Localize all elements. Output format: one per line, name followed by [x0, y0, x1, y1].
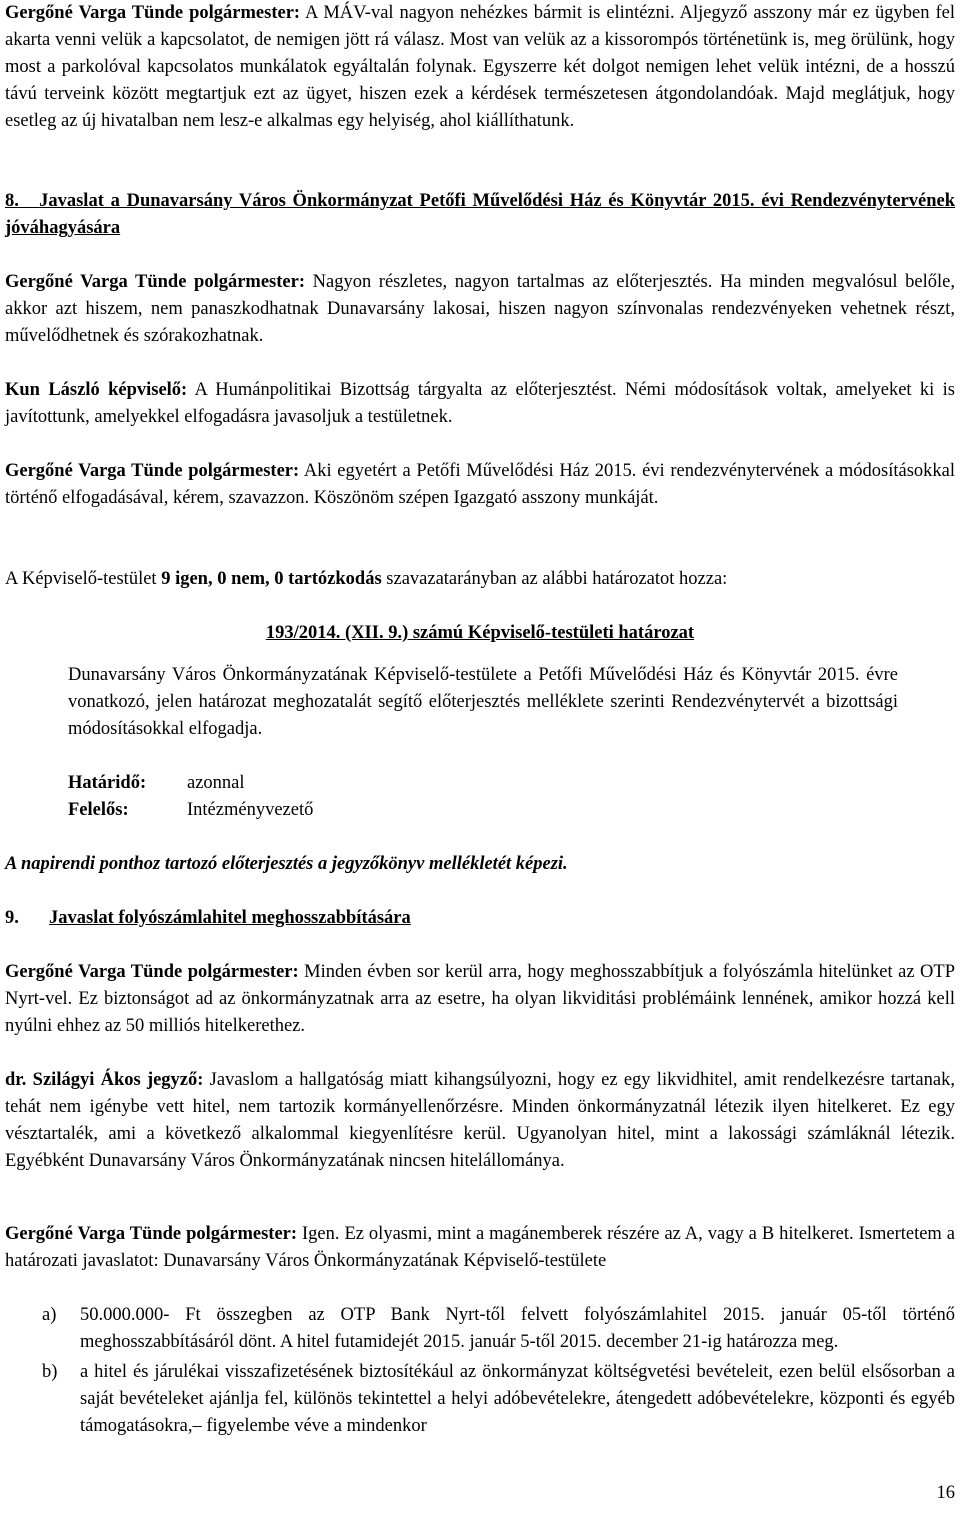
speaker-name: Kun László képviselő:: [5, 380, 188, 400]
agenda-item-title: Javaslat folyószámlahitel meghosszabbítására: [49, 908, 411, 928]
annex-note: A napirendi ponthoz tartozó előterjesztés a jegyzőkönyv mellékletét képezi.: [5, 854, 568, 874]
resolution-deadline-block: [68, 770, 955, 824]
paragraph-mayor-mav: [5, 0, 955, 135]
speaker-name: Gergőné Varga Tünde polgármester:: [5, 272, 305, 292]
resolution-title: 193/2014. (XII. 9.) számú Képviselő-testületi határozat: [265, 623, 695, 643]
page-number: 16: [936, 1483, 955, 1503]
vote-counts: 9 igen, 0 nem, 0 tartózkodás: [161, 569, 382, 589]
responsible-value: Intézményvezető: [187, 800, 314, 820]
paragraph-mayor-proposal: [5, 1221, 955, 1275]
speaker-name: dr. Szilágyi Ákos jegyző:: [5, 1070, 204, 1090]
speech-text: A Humánpolitikai Bizottság tárgyalta az előterjesztést. Némi módosítások voltak, amelyeket ki is javítottunk, amelyekkel elfogadásra javasoljuk a testületnek.: [5, 380, 955, 427]
resolution-body: Dunavarsány Város Önkormányzatának Képviselő-testülete a Petőfi Művelődési Ház és Könyvtár 2015. évre vonatkozó, jelen határozat meghozatalát segítő előterjesztés melléklete szerinti Rendezvénytervét a bizottsági módosításokkal elfogadja.: [68, 665, 898, 739]
list-item: [42, 1359, 955, 1440]
speech-text: Minden évben sor kerül arra, hogy meghosszabbítjuk a folyószámla hitelünket az OTP Nyrt-vel. Ez biztonságot ad az önkormányzatnak arra az esetre, ha olyan likviditási problémáink lennének, amikor hozzá kell nyúlni ehhez az 50 milliós hitelkerethez.: [5, 962, 955, 1036]
agenda-item-9-heading: [5, 905, 955, 932]
paragraph-mayor-credit: [5, 959, 955, 1040]
paragraph-mayor-plan: [5, 269, 955, 350]
list-item: [42, 1302, 955, 1356]
speaker-name: Gergőné Varga Tünde polgármester:: [5, 3, 301, 23]
proposal-list: [42, 1302, 955, 1440]
speech-text: Javaslom a hallgatóság miatt kihangsúlyozni, hogy ez egy likvidhitel, amit rendelkezésre tartanak, tehát nem igénybe vett hitel, nem tartozik kormányellenőrzésre. Minden önkormányzatnál létezik ilyen hitelkeret. Ez egy vésztartalék, ami a következő alkalommal kiegyenlítésre kerül. Ugyanolyan hitel, mint a lakossági számláknál létezik. Egyébként Dunavarsány Város Önkormányzatának nincsen hitelállománya.: [5, 1070, 955, 1171]
agenda-item-number: 9.: [5, 908, 19, 928]
speaker-name: Gergőné Varga Tünde polgármester:: [5, 1224, 298, 1244]
responsible-label: Felelős:: [68, 800, 129, 820]
list-marker: a): [42, 1305, 57, 1325]
agenda-item-8-heading: [5, 188, 955, 242]
list-item-text: 50.000.000- Ft összegben az OTP Bank Nyrt-től felvett folyószámlahitel 2015. január 05-től történő meghosszabbításáról dönt. A hitel futamidejét 2015. január 5-től 2015. december 21-ig határozza meg.: [80, 1305, 955, 1352]
speaker-name: Gergőné Varga Tünde polgármester:: [5, 962, 299, 982]
speech-text: Igen. Ez olyasmi, mint a magánemberek részére az A, vagy a B hitelkeret. Ismertetem a határozati javaslatot: Dunavarsány Város Önkormányzatának Képviselő-testülete: [5, 1224, 955, 1271]
paragraph-mayor-vote-call: [5, 458, 955, 512]
deadline-label: Határidő:: [68, 773, 147, 793]
speech-text: Aki egyetért a Petőfi Művelődési Ház 2015. évi rendezvénytervének a módosításokkal történő elfogadásával, kérem, szavazzon. Köszönöm szépen Igazgató asszony munkáját.: [5, 461, 955, 508]
paragraph-kun-laszlo: [5, 377, 955, 431]
deadline-value: azonnal: [187, 773, 245, 793]
paragraph-notary: [5, 1067, 955, 1175]
agenda-item-title: Javaslat a Dunavarsány Város Önkormányzat Petőfi Művelődési Ház és Könyvtár 2015. évi Rendezvénytervének jóváhagyására: [5, 191, 956, 238]
speech-text: Nagyon részletes, nagyon tartalmas az előterjesztés. Ha minden megvalósul belőle, akkor azt hiszem, nem panaszkodhatnak Dunavarsány lakosai, hiszen nagyon színvonalas rendezvényeken vehetnek részt, művelődhetnek és szórakozhatnak.: [5, 272, 955, 346]
vote-result: A Képviselő-testület 9 igen, 0 nem, 0 tartózkodás szavazatarányban az alábbi határozatot hozza:: [5, 569, 728, 589]
list-item-text: a hitel és járulékai visszafizetésének biztosítékául az önkormányzat költségvetési bevételeit, ezen belül elsősorban a saját bevételeket ajánlja fel, különös tekintettel a helyi adóbevételekre, átengedett adóbevételekre, központi és egyéb támogatásokra,– figyelembe véve a mindenkor: [80, 1362, 955, 1436]
speech-text: A MÁV-val nagyon nehézkes bármit is elintézni. Aljegyző asszony már ez ügyben fel akarta venni velük a kapcsolatot, de nemigen jött rá válasz. Most van velük az a kissorompós történetünk is, meg örülünk, hogy most a parkolóval kapcsolatos munkálatok egyáltalán folynak. Egyszerre két dolgot nemigen lehet velük intézni, de a hosszú távú terveink között megtartjuk ezt az ügyet, hiszen ezek a kérdések természetesen átgondolandóak. Majd meglátjuk, hogy esetleg az új hivatalban nem lesz-e alkalmas egy helyiség, ahol kiállíthatunk.: [5, 3, 955, 131]
speaker-name: Gergőné Varga Tünde polgármester:: [5, 461, 300, 481]
agenda-item-number: 8.: [5, 191, 19, 211]
list-marker: b): [42, 1362, 58, 1382]
